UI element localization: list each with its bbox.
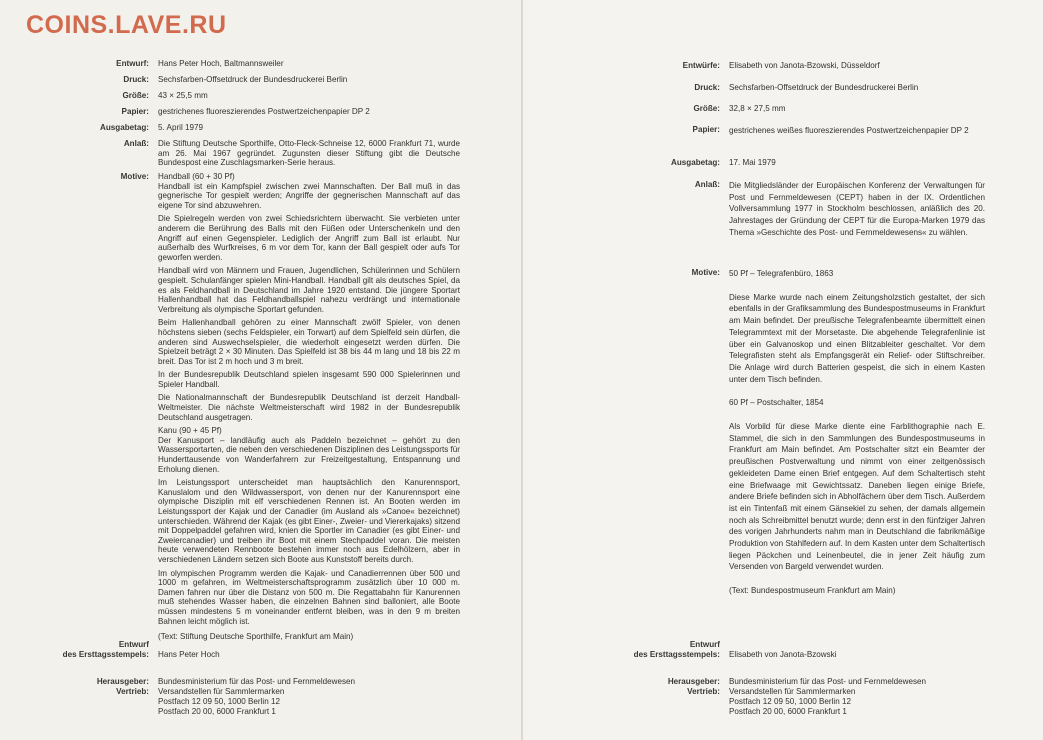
r-papier-value: gestrichenes weißes fluoreszierendes Postwertzeichenpapier DP 2 xyxy=(729,126,969,135)
r-stempel-label-2: des Ersttagsstempels: xyxy=(633,650,720,659)
address-line: Bundesministerium für das Post- und Fernmeldewesen xyxy=(158,677,356,686)
anlass-label: Anlaß: xyxy=(123,139,149,148)
r-stempel-label-1: Entwurf xyxy=(689,640,720,649)
r-groesse-label: Größe: xyxy=(693,104,720,113)
r-anlass-text: Die Mitgliedsländer der Europäischen Konferenz der Verwaltungen für Post und Fernmeldewesen (CEPT) haben in der IX. Ordentlichen Vollversammlung 1977 in Stockholm beschlossen, anläßlich des 20. Jahrestages der Gründung der CEPT für die Europa-Marken 1979 das Thema »Geschichte des Post- und Fernmeldewesens« zu wählen. xyxy=(729,181,985,237)
stempel-label-2: des Ersttagsstempels: xyxy=(62,650,149,659)
r-ausgabetag-value: 17. Mai 1979 xyxy=(729,158,776,167)
r-druck-value: Sechsfarben-Offsetdruck der Bundesdruckerei Berlin xyxy=(729,83,919,92)
r-stempel-value: Elisabeth von Janota-Bzowski xyxy=(729,650,837,659)
motive-2-text: Als Vorbild für diese Marke diente eine Farblithographie nach E. Stammel, die sich in den Sammlungen des Bundespostmuseums in Frankfurt am Main befindet. Am Postschalter sitzt ein Beamter der preußischen Postverwaltung und nimmt von einer zeitgenössisch gekleideten Dame einen Brief entgegen. Auf dem Schaltertisch steht eine Briefwaage mit Gewichtssatz. Daneben liegen einige Briefe, andere Briefe befinden sich in Abholfächern über dem Tisch. Außerdem ist ein Tintenfaß mit einem Gänsekiel zu sehen, der damals allgemein noch als Schreibmittel benutzt wurde; denn erst in den fünfziger Jahren des vorigen Jahrhunderts nahm man in Deutschland die fabrikmäßige Produktion von Stahlfedern auf. In dem Kasten unter dem Schaltertisch liegen Päckchen und Leinenbeutel, die in jener Zeit häufig zum Versenden von Bargeld verwendet wurden. xyxy=(729,422,986,572)
groesse-label: Größe: xyxy=(122,91,149,100)
groesse-value: 43 × 25,5 mm xyxy=(158,91,208,100)
druck-label: Druck: xyxy=(123,75,149,84)
motive-text xyxy=(158,172,460,630)
address-line: Postfach 20 00, 6000 Frankfurt 1 xyxy=(158,707,276,716)
motive-label: Motive: xyxy=(120,172,149,181)
left-source-text: (Text: Stiftung Deutsche Sporthilfe, Frankfurt am Main) xyxy=(158,632,354,641)
motive-2-title: 60 Pf – Postschalter, 1854 xyxy=(729,398,824,408)
handball-paragraph: Beim Hallenhandball gehören zu einer Mannschaft zwölf Spieler, von denen höchstens sieben (sechs Feldspieler, ein Torwart) auf dem Spielfeld sein dürfen, die anderen sind Auswechselspieler, die wiederholt eingesetzt werden dürfen. Die Spielzeit beträgt 2 × 30 Minuten. Das Spielfeld ist 38 bis 44 m lang und 18 bis 22 m breit. Das Tor ist 2 m hoch und 3 m breit. xyxy=(158,318,460,366)
handball-paragraph: Die Spielregeln werden von zwei Schiedsrichtern überwacht. Sie verbieten unter anderem die Berührung des Balls mit den Füßen oder Unterschenkeln und den Angriff auf einen Gegenspieler. Lediglich der Angriff zum Ball ist erlaubt. Nur außerhalb des Wurfkreises, 6 m vor dem Tor, kann der Ball gespielt oder aufs Tor geworfen werden. xyxy=(158,214,460,262)
handball-paragraph: Handball wird von Männern und Frauen, Jugendlichen, Schülerinnen und Schülern gespielt. Schulanfänger spielen Mini-Handball. Handball gilt als deutsches Spiel, da es als Feldhandball in Deutschland im Jahre 1920 entstand. Die jüngere Sportart Hallenhandball hat das Feldhandballspiel nahezu verdrängt und internationale Verbreitung als olympische Sportart gefunden. xyxy=(158,266,460,314)
right-source: (Text: Bundespostmuseum Frankfurt am Main) xyxy=(729,586,896,596)
entwuerfe-label: Entwürfe: xyxy=(682,61,720,70)
druck-value: Sechsfarben-Offsetdruck der Bundesdruckerei Berlin xyxy=(158,75,348,84)
handball-paragraph: Handball ist ein Kampfspiel zwischen zwei Mannschaften. Der Ball muß in das gegnerische Tor gespielt werden; Angriffe der gegnerischen Mannschaft auf das eigene Tor sind abzuwehren. xyxy=(158,181,460,210)
kanu-paragraph: Im Leistungssport unterscheidet man hauptsächlich den Kanurennsport, Kanuslalom und den Wildwassersport, von denen nur der Kanurennsport eine olympische Disziplin mit elf verschiedenen Rennen ist. An Booten werden im Leistungssport der Kajak und der Canadier (im Ausland als »Canoe« bezeichnet) unterschieden. Während der Kajak (es gibt Einer-, Zweier- und Viererkajaks) sitzend mit Doppelpaddel gefahren wird, knien die Sportler im Canadier (es gibt Einer- und Zweiercanadier) und treiben ihr Boot mit einem Stechpaddel voran. Die meisten heute verwendeten Rennboote bestehen immer noch aus Edelhölzern, aber in verschiedenen Ländern setzen sich Boote aus Kunststoff bereits durch. xyxy=(158,478,460,564)
herausgeber-label: Herausgeber: xyxy=(96,677,149,686)
address-line: Postfach 12 09 50, 1000 Berlin 12 xyxy=(729,697,851,706)
papier-label: Papier: xyxy=(121,107,149,116)
handball-paragraph: Die Nationalmannschaft der Bundesrepublik Deutschland ist derzeit Handball-Weltmeister. Die nächste Weltmeisterschaft wird 1982 in der Bundesrepublik Deutschland ausgetragen. xyxy=(158,393,460,422)
ausgabetag-value: 5. April 1979 xyxy=(158,123,203,132)
kanu-paragraph: Der Kanusport – landläufig auch als Paddeln bezeichnet – gehört zu den Wassersportarten, die neben den verschiedenen Disziplinen des Leistungssports für Hunderttausende von Wanderfahrern zur Freizeitgestaltung, Entspannung und Erholung dienen. xyxy=(158,435,460,474)
r-herausgeber-label: Herausgeber: xyxy=(667,677,720,686)
ausgabetag-label: Ausgabetag: xyxy=(99,123,149,132)
vertrieb-label: Vertrieb: xyxy=(116,687,149,696)
handball-paragraph: In der Bundesrepublik Deutschland spielen insgesamt 590 000 Spielerinnen und Spieler Handball. xyxy=(158,370,460,389)
papier-value: gestrichenes fluoreszierendes Postwertzeichenpapier DP 2 xyxy=(158,107,370,116)
kanu-paragraph: Im olympischen Programm werden die Kajak- und Canadierrennen über 500 und 1000 m gefahren, im Weltmeisterschaftsprogramm zusätzlich über 10 000 m. Damen fahren nur über die Distanz von 500 m. Die Regattabahn für Kanurennen muß stehendes Wasser haben, die einzelnen Bahnen sind balloniert, alle Boote müssen mindestens 5 m voneinander entfernt bleiben, was in den 9 m breiten Bahnen leicht möglich ist. xyxy=(158,568,460,626)
stempel-label-1: Entwurf xyxy=(118,640,149,649)
watermark: COINS.LAVE.RU xyxy=(26,11,227,39)
anlass-text: Die Stiftung Deutsche Sporthilfe, Otto-Fleck-Schneise 12, 6000 Frankfurt 71, wurde am 26. Mai 1967 gegründet. Zugunsten dieser Stiftung gibt die Deutsche Bundespost eine Zuschlagsmarken-Serie heraus. xyxy=(158,139,460,168)
r-papier-label: Papier: xyxy=(692,125,720,134)
r-vertrieb-label: Vertrieb: xyxy=(687,687,720,696)
stempel-value: Hans Peter Hoch xyxy=(158,650,220,659)
address-line: Postfach 12 09 50, 1000 Berlin 12 xyxy=(158,697,280,706)
motive-1-title: 50 Pf – Telegrafenbüro, 1863 xyxy=(729,269,834,278)
handball-title: Handball (60 + 30 Pf) xyxy=(158,172,235,181)
kanu-title: Kanu (90 + 45 Pf) xyxy=(158,426,222,436)
entwurf-value: Hans Peter Hoch, Baltmannsweiler xyxy=(158,59,284,68)
entwurf-label: Entwurf: xyxy=(116,59,149,68)
address-line: Postfach 20 00, 6000 Frankfurt 1 xyxy=(729,707,847,716)
r-anlass-label: Anlaß: xyxy=(694,180,720,189)
entwuerfe-value: Elisabeth von Janota-Bzowski, Düsseldorf xyxy=(729,61,880,70)
address-line: Versandstellen für Sammlermarken xyxy=(729,687,856,696)
r-ausgabetag-label: Ausgabetag: xyxy=(670,158,720,167)
r-druck-label: Druck: xyxy=(694,83,720,92)
address-line: Bundesministerium für das Post- und Fernmeldewesen xyxy=(729,677,927,686)
r-groesse-value: 32,8 × 27,5 mm xyxy=(729,104,786,113)
right-page xyxy=(523,0,1043,740)
address-line: Versandstellen für Sammlermarken xyxy=(158,687,285,696)
r-motive-text xyxy=(729,268,985,609)
motive-1-text: Diese Marke wurde nach einem Zeitungsholzstich gestaltet, der sich ebenfalls in der Grafiksammlung des Bundespostmuseums in Frankfurt am Main befindet. Der preußische Telegrafenbeamte übermittelt einen Telegrammtext mit der Morsetaste. Die abgehende Telegrafenlinie ist über ein Galvanoskop und einen Blitzableiter geschaltet. Vor dem Telegrafisten steht als Empfangsgerät ein Relief- oder Stiftschreiber. Die Anlage wird durch Batterien gespeist, die sich in einem Kasten unter dem Tisch befinden. xyxy=(729,292,985,384)
r-motive-label: Motive: xyxy=(691,268,720,277)
